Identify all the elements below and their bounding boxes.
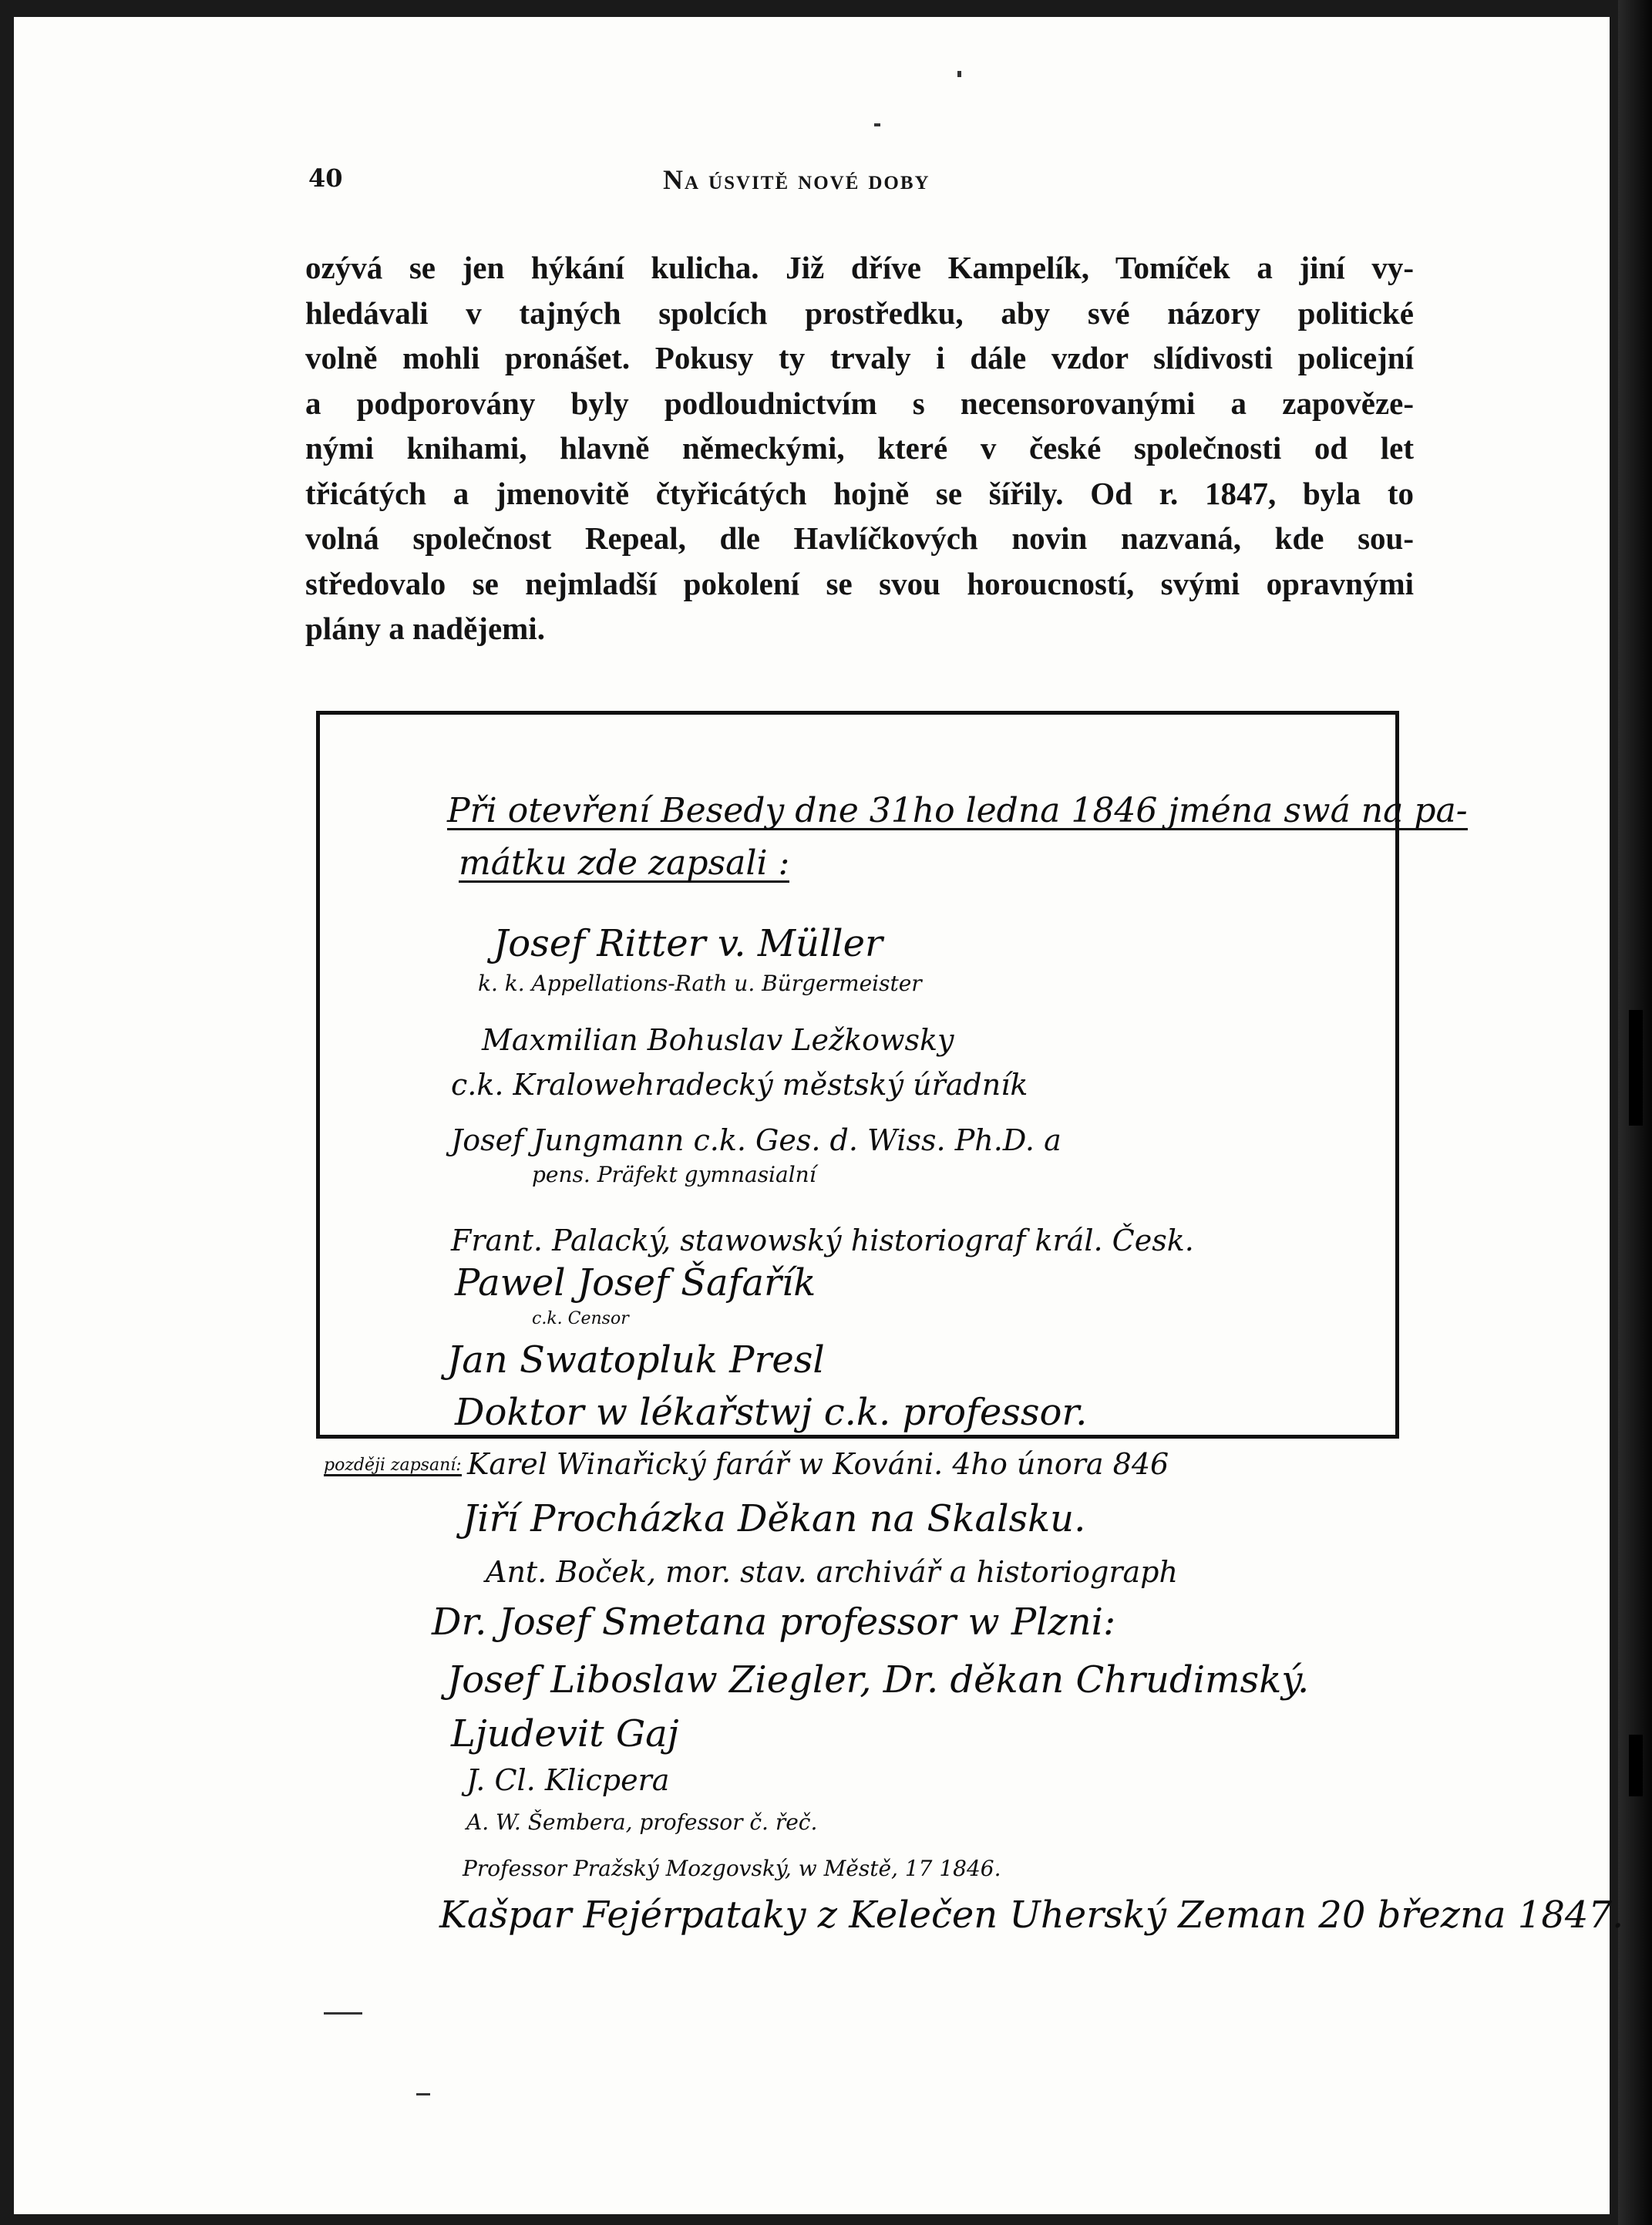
text-line: nými knihami, hlavně německými, které v české společnosti od let xyxy=(305,430,1414,466)
signature: Jiří Procházka Děkan na Skalsku. xyxy=(463,1497,1086,1540)
page-header xyxy=(308,163,1403,202)
edge-notch xyxy=(1629,1010,1643,1126)
text-line: ozývá se jen hýkání kulicha. Již dříve Kampelík, Tomíček a jiní vy- xyxy=(305,250,1414,285)
signature: Karel Winařický farář w Kováni. 4ho února 846 xyxy=(467,1447,1169,1481)
speck xyxy=(324,2012,362,2015)
running-title: Na úsvitě nové doby xyxy=(663,164,930,195)
signature: Josef Jungmann c.k. Ges. d. Wiss. Ph.D. a xyxy=(451,1123,1062,1157)
signature: A. W. Šembera, professor č. řeč. xyxy=(466,1809,818,1835)
text-line: třicátých a jmenovitě čtyřicátých hojně se šířily. Od r. 1847, byla to xyxy=(305,475,1414,511)
text-line: plány a nadějemi. xyxy=(305,611,545,646)
signature: Josef Liboslaw Ziegler, Dr. děkan Chrudimský. xyxy=(447,1658,1310,1702)
text-line: a podporovány byly podloudnictvím s necensorovanými a zapověze- xyxy=(305,385,1414,421)
speck xyxy=(874,123,880,126)
signature: Dr. Josef Smetana professor w Plzni: xyxy=(432,1601,1116,1644)
signature: Ljudevit Gaj xyxy=(451,1712,679,1755)
page-number: 40 xyxy=(308,163,343,193)
signature: Ant. Boček, mor. stav. archivář a historiograph xyxy=(486,1555,1178,1589)
text-line: středovalo se nejmladší pokolení se svou horoucností, svými opravnými xyxy=(305,565,1414,601)
speck xyxy=(416,2093,430,2095)
signature: Jan Swatopluk Presl xyxy=(447,1338,825,1382)
signature-title: pens. Präfekt gymnasialní xyxy=(532,1162,816,1187)
signature: Professor Pražský Mozgovský, w Městě, 17 1846. xyxy=(463,1856,1001,1881)
later-signatures-label: později zapsaní: xyxy=(324,1456,462,1475)
signature-title: k. k. Appellations-Rath u. Bürgermeister xyxy=(478,971,922,996)
signature-title: c.k. Censor xyxy=(532,1309,629,1328)
edge-notch xyxy=(1629,1735,1643,1796)
signature: Maxmilian Bohuslav Ležkowsky xyxy=(482,1023,954,1057)
signature: Josef Ritter v. Müller xyxy=(493,922,883,965)
body-paragraph xyxy=(305,245,1414,651)
signature: Pawel Josef Šafařík xyxy=(455,1261,816,1304)
text-line: hledávali v tajných spolcích prostředku, aby své názory politické xyxy=(305,295,1414,331)
facsimile-heading-line1: Při otevření Besedy dne 31ho ledna 1846 jména swá na pa- xyxy=(447,791,1468,830)
signature: Frant. Palacký, stawowský historiograf král. Česk. xyxy=(451,1224,1194,1257)
page-edge-shadow xyxy=(1618,0,1652,2225)
facsimile-heading-line2: mátku zde zapsali : xyxy=(459,843,790,883)
signature: J. Cl. Klicpera xyxy=(466,1763,670,1797)
signature: Kašpar Fejérpataky z Kelečen Uherský Zeman 20 března 1847. xyxy=(439,1893,1624,1937)
speck xyxy=(957,71,961,77)
text-line: volná společnost Repeal, dle Havlíčkových novin nazvaná, kde sou- xyxy=(305,520,1414,556)
signature-title: c.k. Kralowehradecký městský úřadník xyxy=(451,1068,1028,1102)
signature-title: Doktor w lékařstwj c.k. professor. xyxy=(455,1391,1088,1434)
text-line: volně mohli pronášet. Pokusy ty trvaly i dále vzdor slídivosti policejní xyxy=(305,340,1414,375)
